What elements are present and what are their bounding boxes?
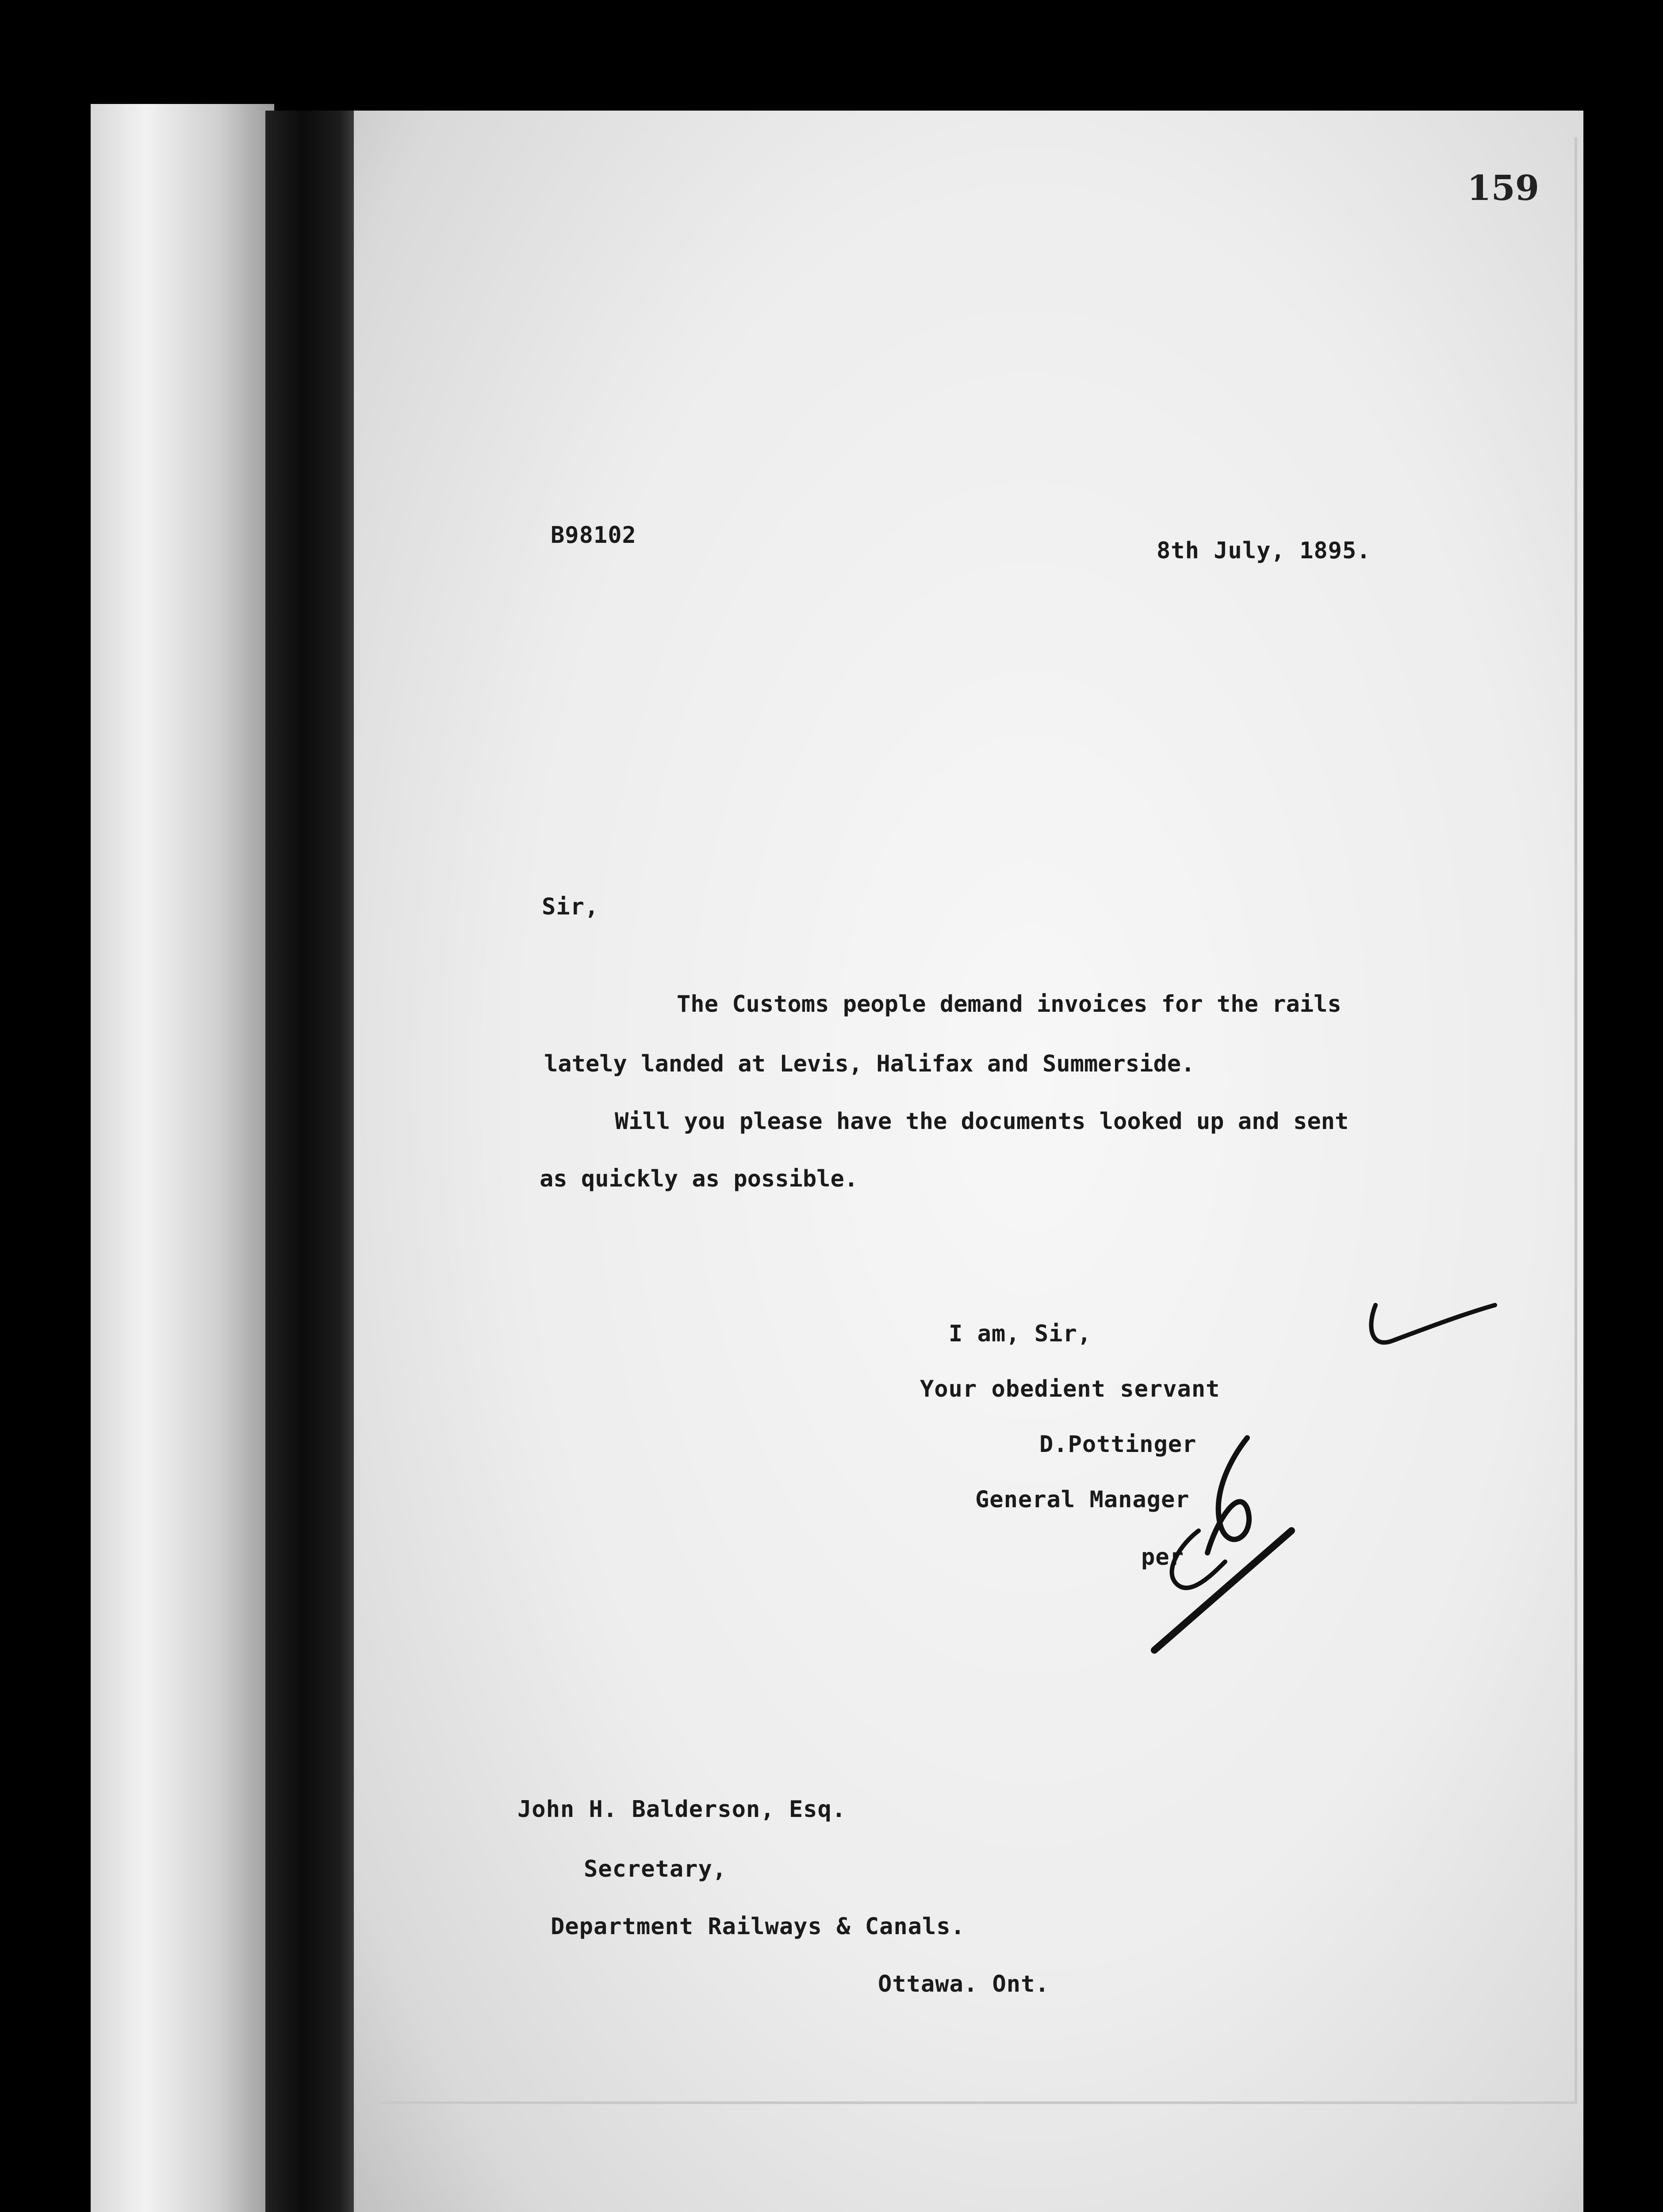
handwritten-initials-signature xyxy=(1146,1420,1305,1677)
closing-line-1: I am, Sir, xyxy=(949,1321,1092,1347)
signatory-name: D.Pottinger xyxy=(1039,1431,1197,1458)
recipient-location: Ottawa. Ont. xyxy=(878,1971,1050,1997)
body-line-4: as quickly as possible. xyxy=(540,1166,858,1192)
per-label: per xyxy=(1141,1544,1184,1571)
body-line-1: The Customs people demand invoices for the rails xyxy=(677,991,1341,1018)
body-line-3: Will you please have the documents looked up and sent xyxy=(615,1108,1349,1135)
page-number: 159 xyxy=(1467,168,1539,208)
check-mark xyxy=(1362,1287,1504,1376)
adjacent-page-edge xyxy=(91,104,274,2212)
closing-line-2: Your obedient servant xyxy=(920,1376,1220,1402)
letter-page xyxy=(354,111,1583,2212)
binding-gutter xyxy=(265,111,358,2212)
recipient-title: Secretary, xyxy=(584,1856,727,1882)
recipient-name: John H. Balderson, Esq. xyxy=(517,1796,847,1823)
salutation: Sir, xyxy=(542,894,599,920)
recipient-department: Department Railways & Canals. xyxy=(551,1913,965,1940)
signatory-title: General Manager xyxy=(975,1486,1190,1513)
letter-reference: B98102 xyxy=(551,522,636,549)
letter-date: 8th July, 1895. xyxy=(1157,538,1371,564)
body-line-2: lately landed at Levis, Halifax and Summerside. xyxy=(544,1051,1195,1077)
